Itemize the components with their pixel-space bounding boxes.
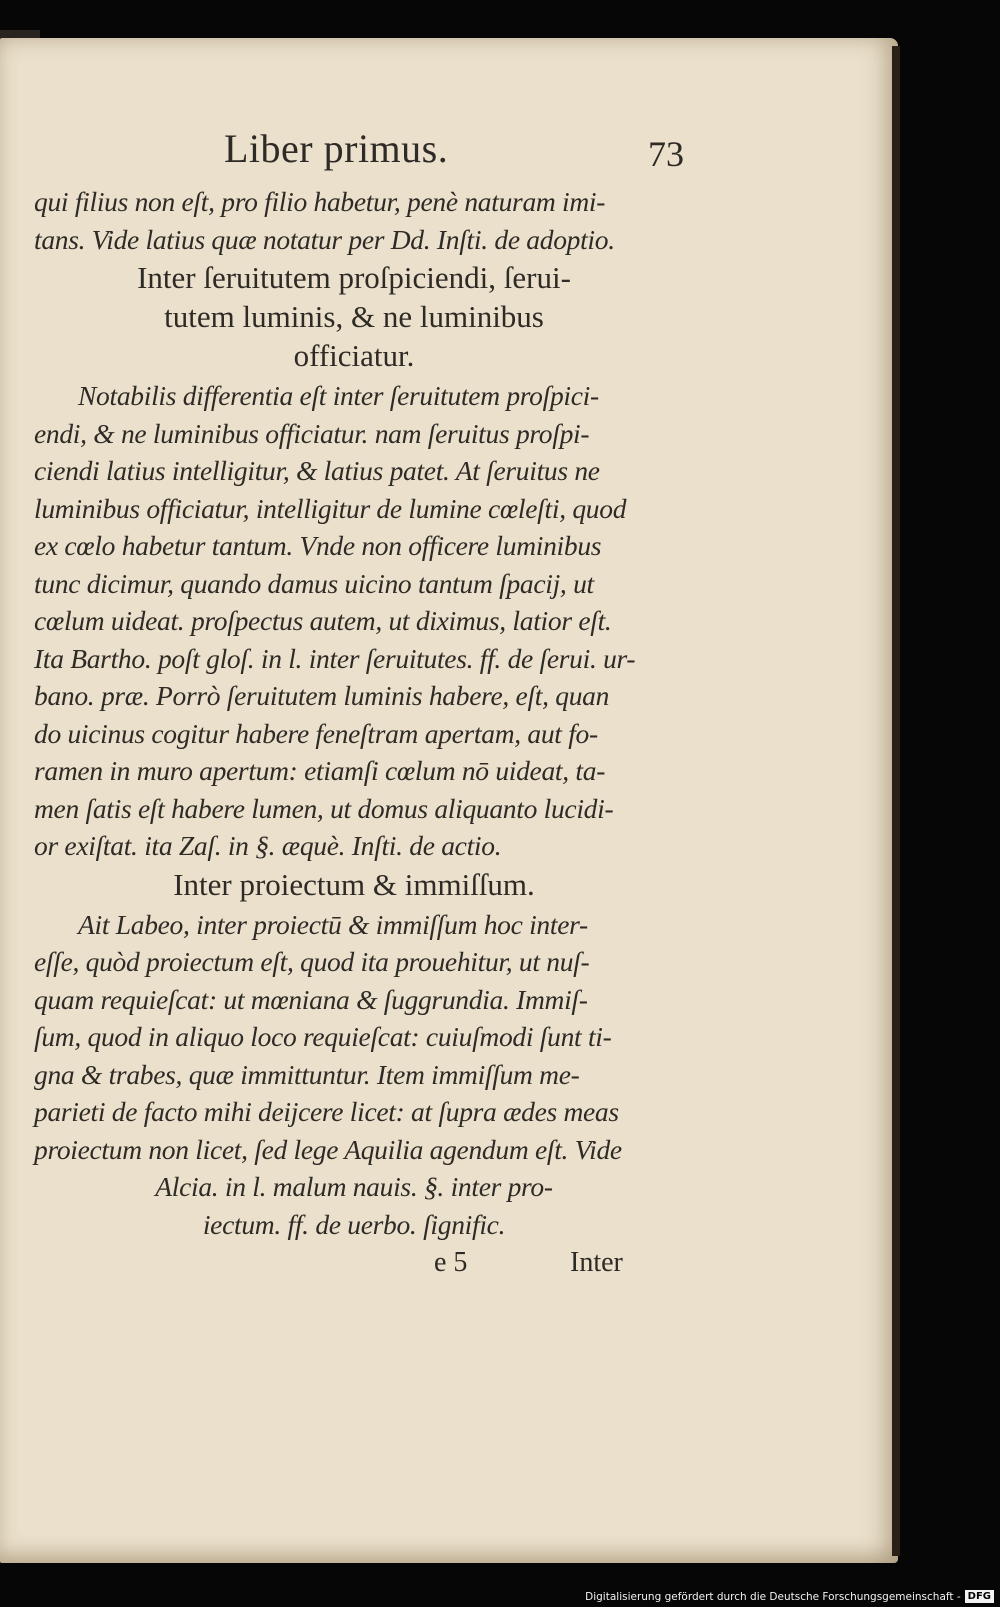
opening-lines (34, 183, 674, 258)
heading-line: tutem luminis, & ne luminibus (164, 299, 544, 334)
text-line: luminibus officiatur, intelligitur de lumine cœleſti, quod (34, 492, 627, 524)
text-line: ex cœlo habetur tantum. Vnde non officere luminibus (34, 530, 602, 561)
text-line: ſum, quod in aliquo loco requieſcat: cuiuſmodi ſunt ti- (34, 1021, 612, 1052)
text-line: tunc dicimur, quando damus uicino tantum ſpacij, ut (34, 567, 594, 599)
credit-text: Digitalisierung gefördert durch die Deutsche Forschungsgemeinschaft - (585, 1590, 961, 1603)
text-line: Ait Labeo, inter proiectū & immiſſum hoc inter- (78, 908, 588, 940)
running-title: Liber primus. (224, 126, 449, 171)
running-head (34, 125, 684, 183)
page-fore-edge (892, 46, 900, 1556)
text-line: eſſe, quòd proiectum eſt, quod ita prouehitur, ut nuſ- (34, 946, 590, 977)
page-text (34, 125, 684, 1283)
heading-line: Inter ſeruitutem proſpiciendi, ſerui- (137, 260, 571, 295)
text-line: qui filius non eſt, pro filio habetur, penè naturam imi- (34, 186, 606, 217)
section-heading-1 (34, 258, 674, 375)
text-line: iectum. ff. de uerbo. ſignific. (202, 1208, 506, 1240)
text-line: bano. præ. Porrò ſeruitutem luminis habere, eſt, quan (34, 680, 610, 711)
text-line: ciendi latius intelligitur, & latius patet. At ſeruitus ne (34, 455, 600, 486)
text-line: quam requieſcat: ut mœniana & ſuggrundia. Immiſ- (34, 983, 588, 1015)
dfg-logo: DFG (965, 1590, 994, 1603)
paragraph-1 (34, 377, 674, 865)
text-line: tans. Vide latius quæ notatur per Dd. Inſti. de adoptio. (34, 223, 615, 255)
text-line: endi, & ne luminibus officiatur. nam ſeruitus proſpi- (34, 417, 590, 449)
text-line: men ſatis eſt habere lumen, ut domus aliquanto lucidi- (34, 792, 614, 824)
text-line: Ita Bartho. poſt gloſ. in l. inter ſeruitutes. ff. de ſerui. ur- (34, 642, 636, 674)
page-number: 73 (648, 134, 684, 174)
text-line: ramen in muro apertum: etiamſi cœlum nō uideat, ta- (34, 755, 606, 786)
text-line: cœlum uideat. proſpectus autem, ut diximus, latior eſt. (34, 605, 612, 636)
text-line: parieti de facto mihi deijcere licet: at ſupra ædes meas (34, 1096, 619, 1127)
catchword: Inter (570, 1247, 623, 1278)
text-line: Notabilis differentia eſt inter ſeruitutem proſpici- (78, 380, 599, 411)
text-line: do uicinus cogitur habere feneſtram apertam, aut fo- (34, 717, 598, 749)
page-edge-mark (0, 30, 40, 38)
paragraph-2 (34, 906, 674, 1244)
section-heading-2 (34, 865, 674, 904)
text-line: gna & trabes, quæ immittuntur. Item immiſſum me- (34, 1058, 580, 1090)
text-line: or exiſtat. ita Zaſ. in §. æquè. Inſti. de actio. (34, 830, 502, 861)
digitization-credit (585, 1590, 994, 1603)
signature-row (34, 1243, 674, 1283)
signature-mark: e 5 (434, 1247, 468, 1278)
text-line: proiectum non licet, ſed lege Aquilia agendum eſt. Vide (34, 1133, 622, 1165)
text-line: Alcia. in l. malum nauis. §. inter pro- (155, 1171, 553, 1202)
heading-line: officiatur. (293, 338, 415, 373)
heading-line: Inter proiectum & immiſſum. (173, 866, 535, 902)
